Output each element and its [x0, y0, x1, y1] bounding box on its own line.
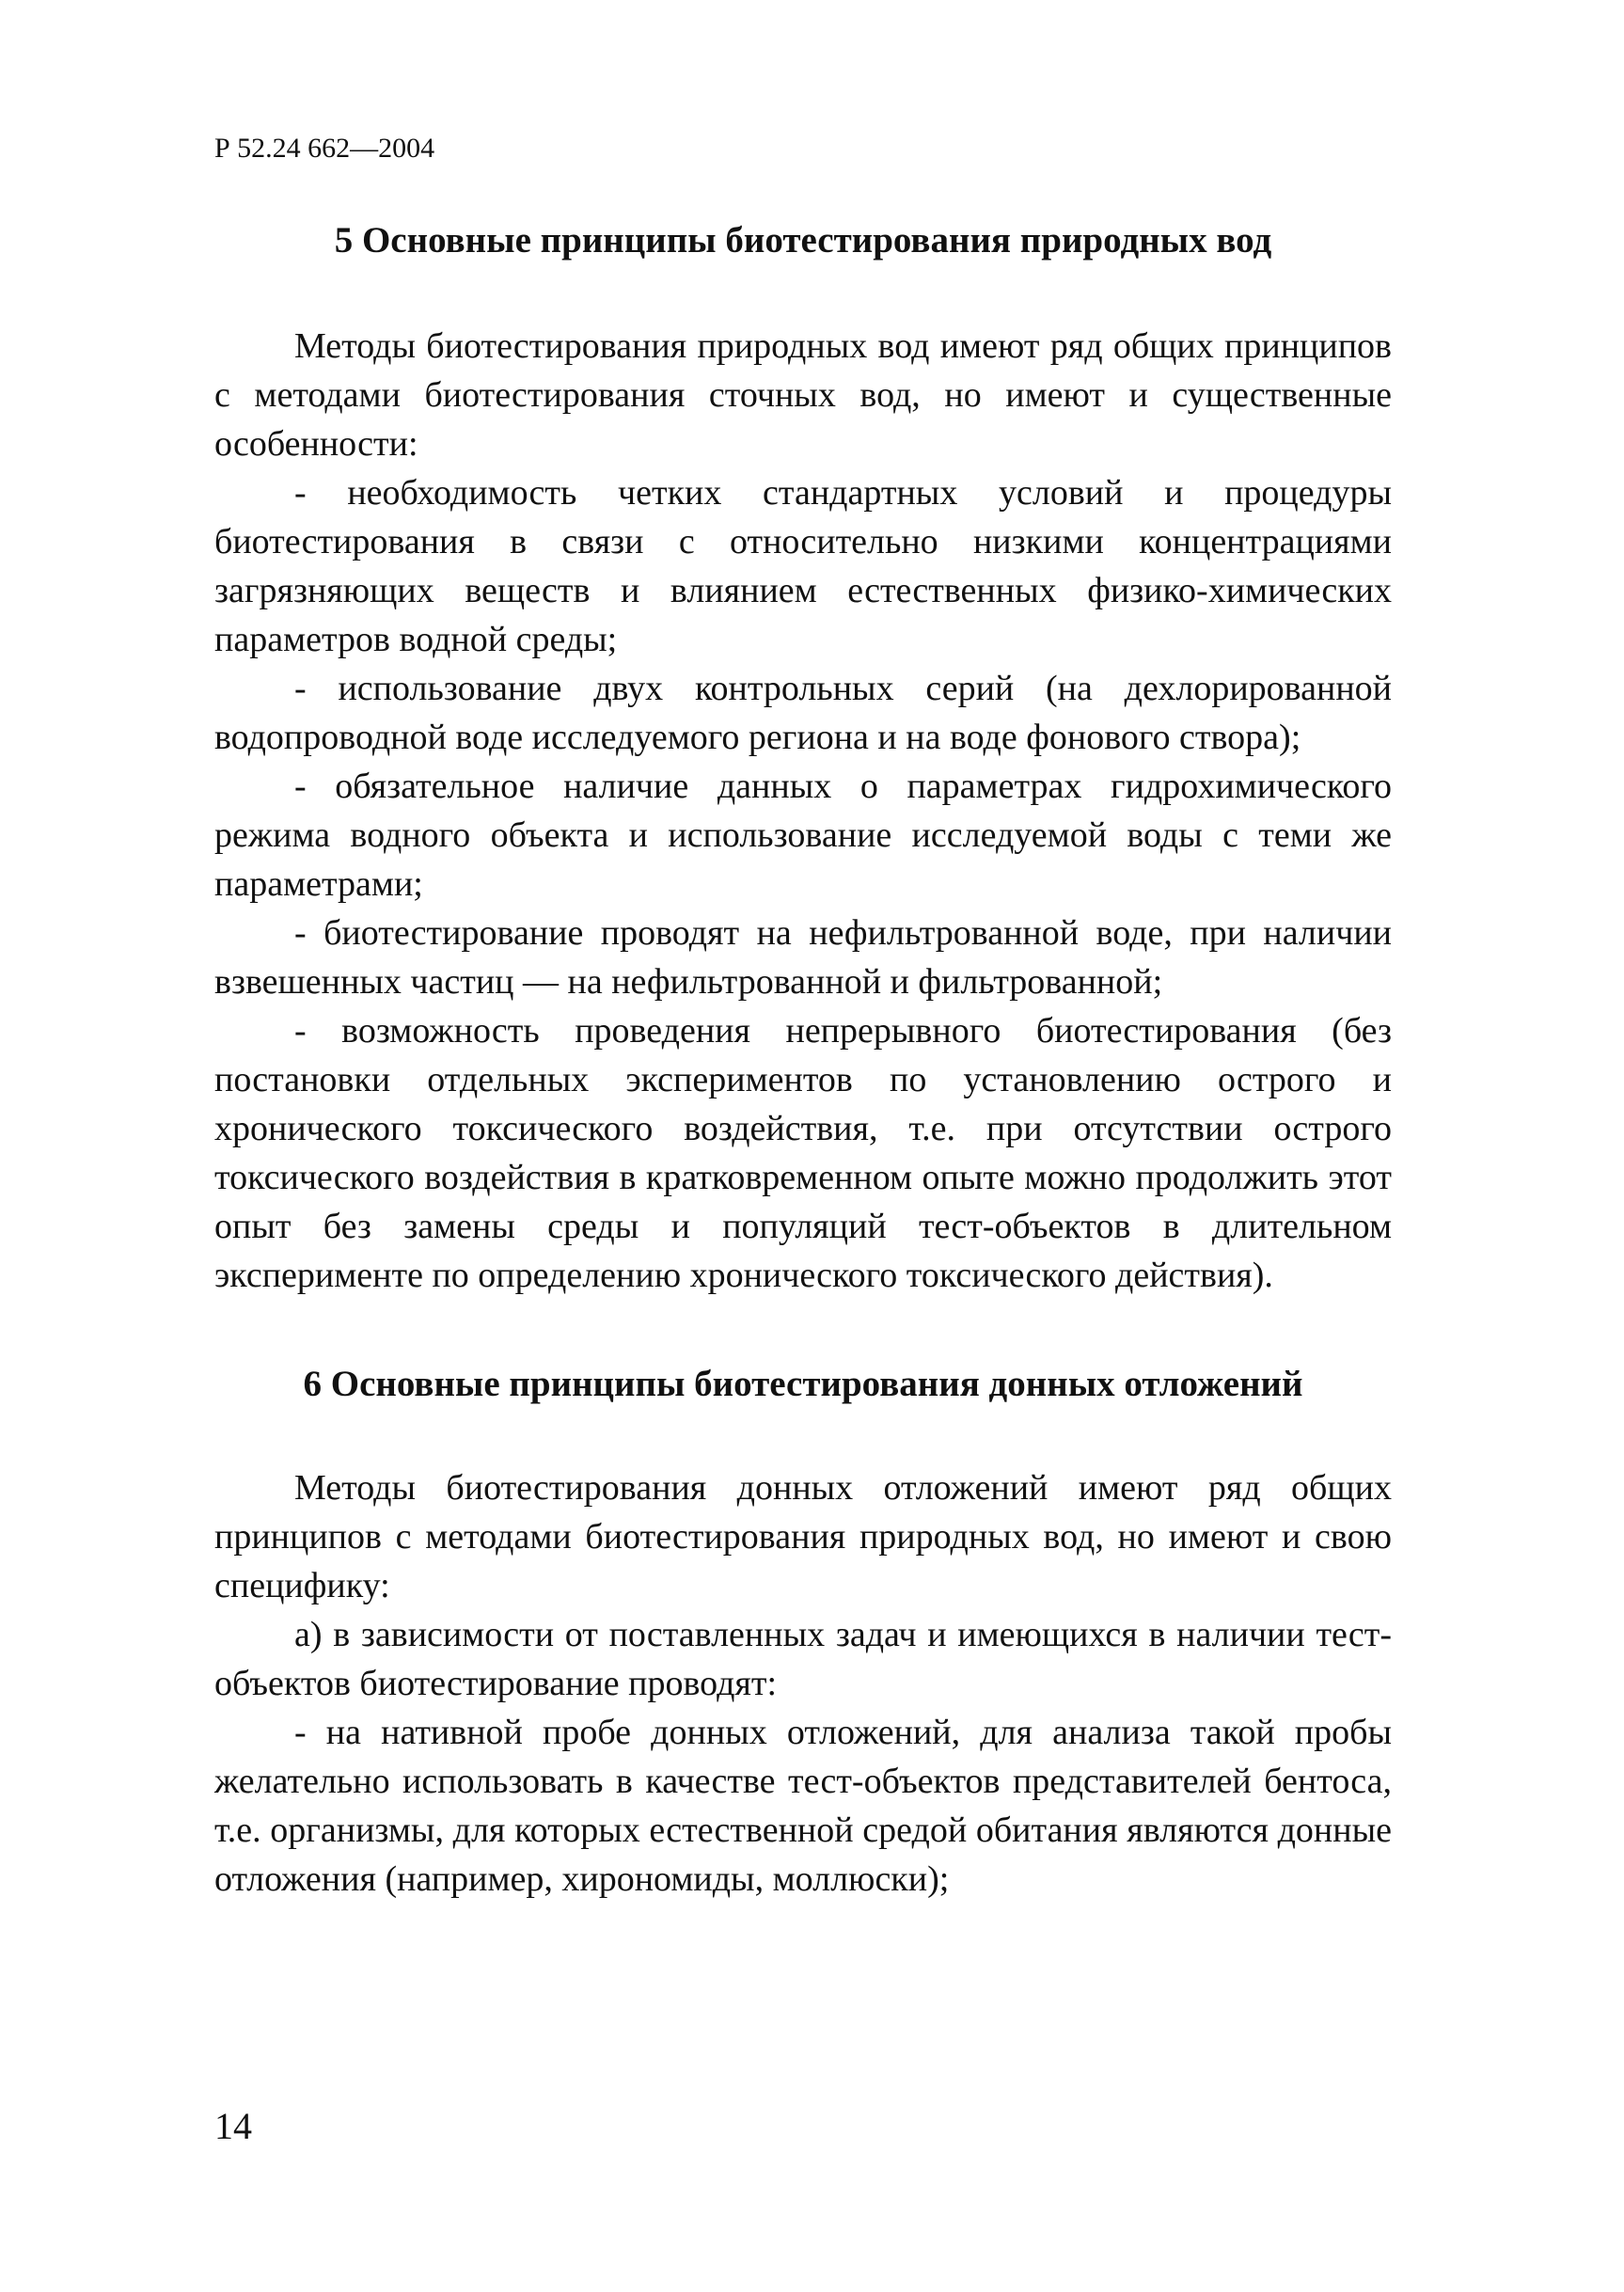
- section-6-paragraph: а) в зависимости от поставленных задач и имеющихся в наличии тест-объектов биотестирование проводят:: [214, 1615, 1392, 1703]
- section-5-list-item: - возможность проведения непрерывного биотестирования (без постановки отдельных экспериментов по установлению острого и хронического токсического воздействия, т.е. при отсутствии острого токсического воздействия в кратковременном опыте можно продолжить этот опыт без замены среды и популяций тест-объектов в длительном эксперименте по определению хронического токсического действия).: [214, 1011, 1392, 1295]
- section-5-list-item: - биотестирование проводят на нефильтрованной воде, при наличии взвешенных частиц — на нефильтрованной и фильтрованной;: [214, 913, 1392, 1002]
- section-6-paragraph: Методы биотестирования донных отложений имеют ряд общих принципов с методами биотестирования природных вод, но имеют и свою специфику:: [214, 1468, 1392, 1605]
- section-5-list-item: - обязательное наличие данных о параметрах гидрохимического режима водного объекта и использование исследуемой воды с теми же параметрами;: [214, 767, 1392, 904]
- document-code: Р 52.24 662—2004: [214, 133, 435, 164]
- section-5-title: 5 Основные принципы биотестирования природных вод: [334, 220, 1272, 261]
- section-6-list-item: - на нативной пробе донных отложений, для анализа такой пробы желательно использовать в качестве тест-объектов представителей бентоса, т.е. организмы, для которых естественной средой обитания являются донные отложения (например, хирономиды, моллюски);: [214, 1713, 1392, 1899]
- page-number: 14: [214, 2105, 252, 2147]
- page-content: [214, 216, 1392, 1904]
- section-5-paragraph: Методы биотестирования природных вод имеют ряд общих принципов с методами биотестирования сточных вод, но имеют и существенные особенности:: [214, 326, 1392, 464]
- section-5-list-item: - необходимость четких стандартных условий и процедуры биотестирования в связи с относительно низкими концентрациями загрязняющих веществ и влиянием естественных физико-химических параметров водной среды;: [214, 473, 1392, 659]
- section-6-title: 6 Основные принципы биотестирования донных отложений: [303, 1364, 1303, 1404]
- section-5-list-item: - использование двух контрольных серий (на дехлорированной водопроводной воде исследуемого региона и на воде фонового створа);: [214, 669, 1392, 757]
